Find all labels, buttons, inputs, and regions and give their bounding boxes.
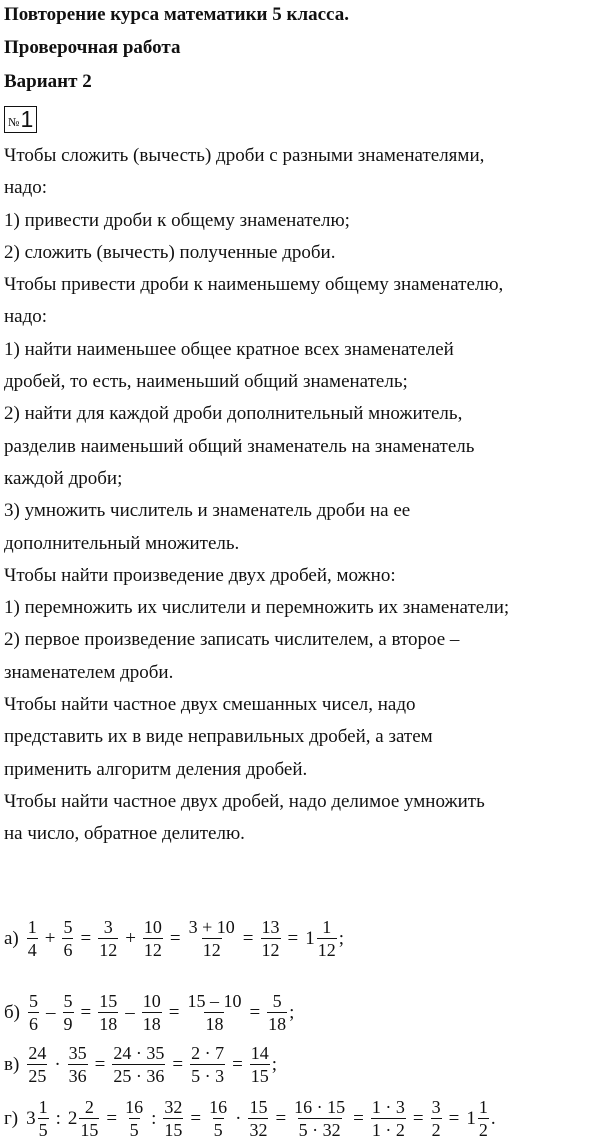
text-line: 1) перемножить их числители и перемножить их знаменатели; (4, 597, 510, 619)
text-line: дополнительный множитель. (4, 532, 240, 554)
denominator: 5 · 32 (298, 1120, 341, 1140)
numerator: 1 (478, 1097, 488, 1117)
text-line: 2) найти для каждой дроби дополнительный множитель, (4, 403, 463, 425)
fraction (142, 992, 162, 1033)
example-a (4, 918, 344, 959)
numerator: 10 (143, 917, 162, 937)
denominator: 12 (143, 940, 162, 960)
fraction (27, 918, 38, 959)
equals-sign: = (448, 1107, 460, 1129)
denominator: 2 (478, 1120, 488, 1140)
equals-sign: = (232, 1053, 243, 1075)
denominator: 5 · 3 (191, 1066, 225, 1086)
page-title: Повторение курса математики 5 класса. (4, 4, 349, 25)
fraction (79, 1098, 99, 1139)
text-line: разделив наименьший общий знаменатель на знаменатель (4, 435, 475, 457)
whole-part: 3 (26, 1107, 36, 1129)
equals-sign: = (275, 1107, 287, 1129)
numerator: 1 (322, 917, 332, 937)
numerator: 1 (38, 1097, 48, 1117)
operator: + (125, 927, 136, 949)
numerator: 5 (272, 991, 282, 1011)
denominator: 6 (63, 940, 73, 960)
equals-sign: = (94, 1053, 106, 1075)
fraction (317, 918, 337, 959)
fraction (250, 1044, 270, 1085)
text-line: 3) умножить числитель и знаменатель дроби на ее (4, 500, 411, 522)
numerator: 1 · 3 (371, 1097, 405, 1117)
end-mark: ; (271, 1053, 278, 1075)
denominator: 15 (250, 1066, 269, 1086)
text-line: 2) первое произведение записать числителем, а второе – (4, 629, 460, 651)
fraction (261, 918, 281, 959)
equals-sign: = (242, 927, 254, 949)
denominator: 25 (28, 1066, 47, 1086)
example-b (4, 992, 294, 1033)
denominator: 4 (27, 940, 37, 960)
example-label: в) (4, 1053, 20, 1075)
fraction (62, 918, 73, 959)
numerator: 3 + 10 (188, 917, 235, 937)
fraction (27, 1044, 47, 1085)
numerator: 3 (103, 917, 113, 937)
numerator: 32 (164, 1097, 183, 1117)
numerator: 3 (431, 1097, 441, 1117)
fraction (188, 918, 236, 959)
task-number: 1 (20, 106, 34, 132)
text-line: применить алгоритм деления дробей. (4, 758, 308, 780)
numerator: 15 – 10 (187, 991, 242, 1011)
operator: + (44, 927, 56, 949)
text-line: надо: (4, 177, 48, 199)
numerator: 24 (28, 1043, 47, 1063)
fraction (63, 992, 74, 1033)
denominator: 2 (431, 1120, 441, 1140)
theory-text (4, 140, 596, 851)
denominator: 5 (213, 1120, 223, 1140)
whole-part: 2 (67, 1107, 78, 1129)
denominator: 6 (29, 1014, 38, 1034)
denominator: 18 (142, 1014, 161, 1034)
fraction (143, 918, 163, 959)
denominator: 18 (268, 1014, 287, 1034)
numerator: 16 (125, 1097, 144, 1117)
numerator: 1 (27, 917, 37, 937)
denominator: 36 (68, 1066, 87, 1086)
numerator: 15 (249, 1097, 268, 1117)
numerator: 2 (84, 1097, 94, 1117)
text-line: Чтобы найти произведение двух дробей, можно: (4, 564, 396, 586)
text-line: Чтобы сложить (вычесть) дроби с разными знаменателями, (4, 145, 485, 166)
numerator: 5 (63, 917, 73, 937)
numerator: 10 (142, 991, 161, 1011)
equals-sign: = (172, 1053, 184, 1075)
example-label: б) (4, 1001, 20, 1023)
variant-heading: Вариант 2 (4, 71, 92, 92)
fraction (267, 992, 287, 1033)
operator: : (151, 1107, 157, 1129)
equals-sign: = (80, 1001, 92, 1023)
equals-sign: = (353, 1107, 364, 1129)
denominator: 5 (38, 1120, 48, 1140)
fraction (431, 1098, 442, 1139)
fraction (124, 1098, 144, 1139)
text-line: надо: (4, 306, 48, 328)
text-line: представить их в виде неправильных дробей, а затем (4, 726, 433, 748)
fraction (163, 1098, 183, 1139)
end-mark: . (490, 1107, 496, 1129)
denominator: 18 (205, 1014, 224, 1034)
fraction (190, 1044, 225, 1085)
text-line: Чтобы привести дроби к наименьшему общему знаменателю, (4, 274, 504, 296)
numerator: 35 (68, 1043, 87, 1063)
numerator: 16 · 15 (294, 1097, 346, 1117)
equals-sign: = (169, 927, 181, 949)
numerator: 15 (99, 991, 118, 1011)
text-line: 2) сложить (вычесть) полученные дроби. (4, 241, 336, 263)
operator: – (125, 1001, 135, 1023)
operator: : (55, 1107, 61, 1129)
denominator: 15 (164, 1120, 183, 1140)
denominator: 18 (99, 1014, 118, 1034)
fraction (98, 918, 118, 959)
whole-part: 1 (305, 927, 315, 949)
denominator: 12 (317, 940, 336, 960)
numerator: 13 (261, 917, 280, 937)
equals-sign: = (287, 927, 299, 949)
denominator: 15 (80, 1120, 99, 1140)
denominator: 12 (261, 940, 280, 960)
denominator: 12 (99, 940, 118, 960)
text-line: каждой дроби; (4, 467, 123, 489)
operator: · (235, 1107, 242, 1129)
denominator: 5 (129, 1120, 139, 1140)
numerator: 16 (209, 1097, 228, 1117)
fraction (28, 992, 39, 1033)
text-line: 1) привести дроби к общему знаменателю; (4, 209, 350, 231)
end-mark: ; (338, 927, 345, 949)
numerator: 5 (29, 991, 38, 1011)
fraction (293, 1098, 346, 1139)
example-c (4, 1044, 277, 1085)
text-line: Чтобы найти частное двух смешанных чисел, надо (4, 694, 416, 716)
denominator: 9 (63, 1014, 73, 1034)
fraction (38, 1098, 49, 1139)
fraction (68, 1044, 88, 1085)
numerator: 2 · 7 (191, 1043, 225, 1063)
denominator: 12 (202, 940, 221, 960)
operator: · (54, 1053, 61, 1075)
denominator: 32 (249, 1120, 268, 1140)
numerator: 5 (63, 991, 73, 1011)
text-line: на число, обратное делителю. (4, 823, 245, 845)
denominator: 25 · 36 (113, 1066, 165, 1086)
whole-part: 1 (466, 1107, 476, 1129)
text-line: Чтобы найти частное двух дробей, надо делимое умножить (4, 790, 485, 812)
example-label: а) (4, 927, 19, 949)
task-number-badge (4, 106, 37, 133)
number-sign: № (8, 115, 20, 129)
equals-sign: = (190, 1107, 202, 1129)
equals-sign: = (106, 1107, 118, 1129)
fraction (98, 992, 118, 1033)
page-subtitle: Проверочная работа (4, 37, 181, 58)
end-mark: ; (289, 1001, 295, 1023)
equals-sign: = (412, 1107, 424, 1129)
numerator: 14 (250, 1043, 269, 1063)
fraction (371, 1098, 406, 1139)
text-line: дробей, то есть, наименьший общий знаменатель; (4, 371, 408, 393)
example-label: г) (4, 1107, 19, 1129)
denominator: 1 · 2 (371, 1120, 405, 1140)
text-line: 1) найти наименьшее общее кратное всех знаменателей (4, 338, 454, 360)
fraction (208, 1098, 228, 1139)
text-line: знаменателем дроби. (4, 661, 174, 683)
fraction (478, 1098, 489, 1139)
equals-sign: = (249, 1001, 261, 1023)
fraction (186, 992, 242, 1033)
numerator: 24 · 35 (113, 1043, 165, 1063)
equals-sign: = (80, 927, 92, 949)
fraction (248, 1098, 268, 1139)
operator: – (46, 1001, 56, 1023)
example-d (4, 1098, 496, 1139)
equals-sign: = (168, 1001, 180, 1023)
fraction (112, 1044, 165, 1085)
